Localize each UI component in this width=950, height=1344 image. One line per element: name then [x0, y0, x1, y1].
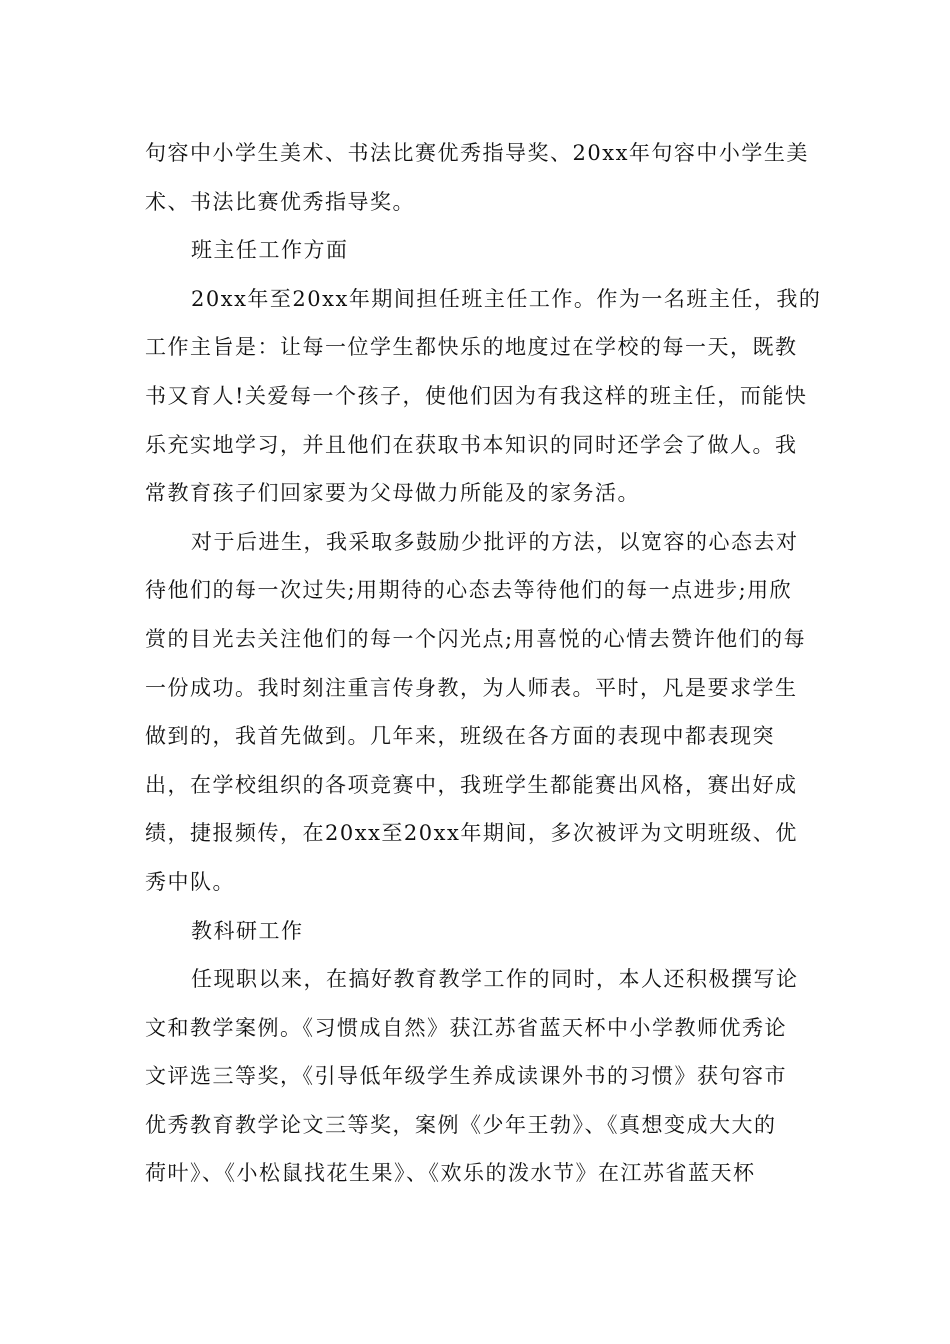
text-line: 文评选三等奖，《引导低年级学生养成读课外书的习惯》获句容市	[145, 1064, 787, 1089]
text-line: 一份成功。我时刻注重言传身教，为人师表。平时，凡是要求学生	[145, 675, 798, 700]
text-line: 赏的目光去关注他们的每一个闪光点;用喜悦的心情去赞许他们的每	[145, 626, 807, 651]
text-line: 出，在学校组织的各项竞赛中，我班学生都能赛出风格，赛出好成	[145, 772, 798, 797]
text-line: 做到的，我首先做到。几年来，班级在各方面的表现中都表现突	[145, 724, 775, 749]
text-line: 优秀教育教学论文三等奖，案例《少年王勃》、《真想变成大大的	[145, 1112, 777, 1137]
text-line: 20xx年至20xx年期间担任班主任工作。作为一名班主任，我的	[191, 286, 822, 311]
body-text	[145, 129, 822, 1198]
text-line: 文和教学案例。《习惯成自然》获江苏省蓝天杯中小学教师优秀论	[145, 1015, 787, 1040]
text-line: 乐充实地学习，并且他们在获取书本知识的同时还学会了做人。我	[145, 432, 798, 457]
text-line: 任现职以来，在搞好教育教学工作的同时，本人还积极撰写论	[191, 967, 799, 992]
text-line: 工作主旨是：让每一位学生都快乐的地度过在学校的每一天，既教	[145, 335, 798, 360]
text-line: 对于后进生，我采取多鼓励少批评的方法，以宽容的心态去对	[191, 529, 799, 554]
section-heading: 班主任工作方面	[191, 238, 349, 263]
text-line: 常教育孩子们回家要为父母做力所能及的家务活。	[145, 481, 640, 506]
text-line: 待他们的每一次过失;用期待的心态去等待他们的每一点进步;用欣	[145, 578, 793, 603]
text-line: 术、书法比赛优秀指导奖。	[145, 189, 415, 214]
text-line: 绩，捷报频传，在20xx至20xx年期间，多次被评为文明班级、优	[145, 821, 798, 846]
text-line: 荷叶》、《小松鼠找花生果》、《欢乐的泼水节》在江苏省蓝天杯	[145, 1161, 756, 1186]
text-line: 秀中队。	[145, 869, 235, 894]
section-heading: 教科研工作	[191, 918, 304, 943]
text-line: 书又育人!关爱每一个孩子，使他们因为有我这样的班主任，而能快	[145, 383, 808, 408]
text-line: 句容中小学生美术、书法比赛优秀指导奖、20xx年句容中小学生美	[145, 141, 809, 165]
